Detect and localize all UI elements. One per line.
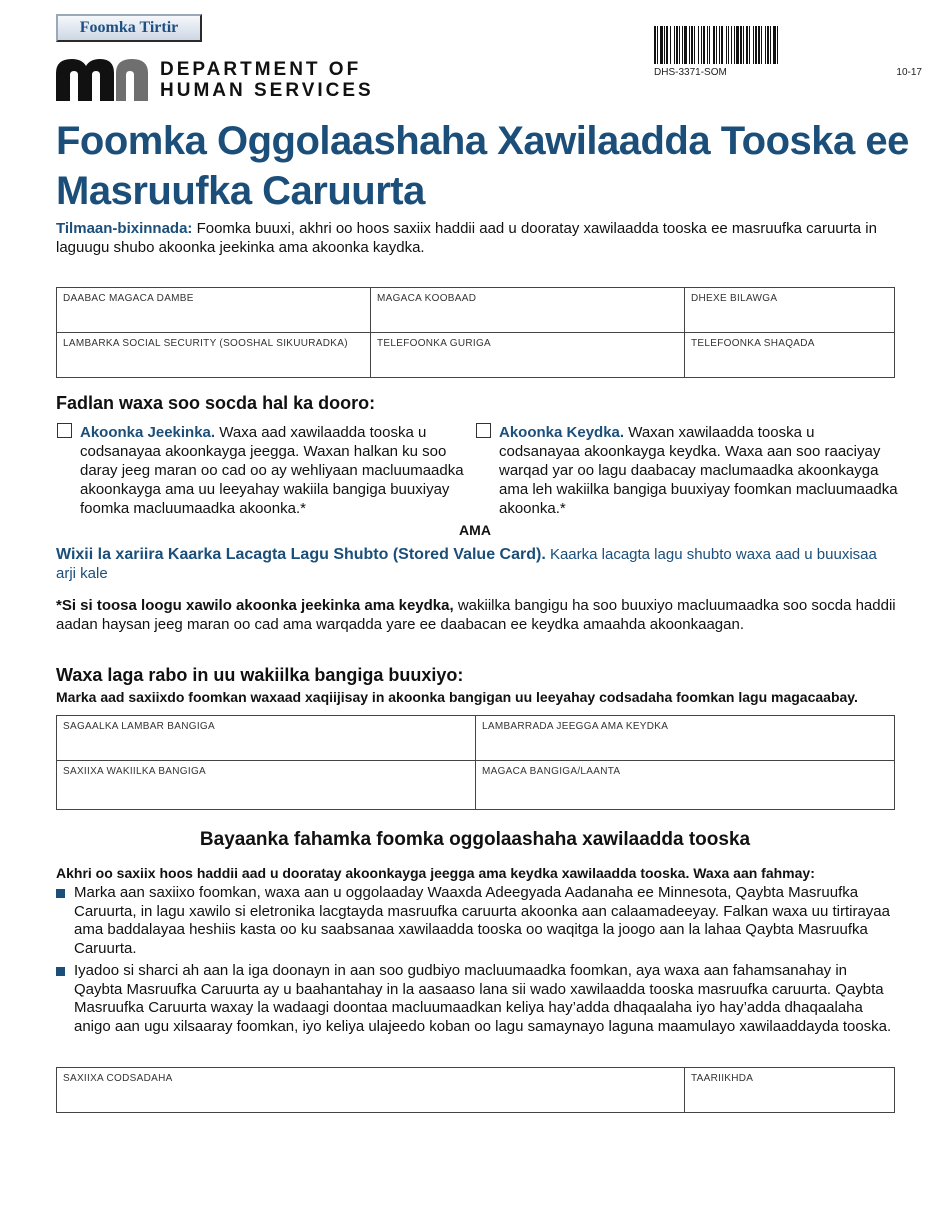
ssn-field[interactable] (57, 333, 371, 378)
middle-initial-field[interactable] (685, 288, 895, 333)
checking-checkbox[interactable] (57, 423, 72, 438)
bank-note-text: wakiilka bangigu ha soo buuxiyo macluumaadka soo socda haddii aadan haysan jeeg maran oo cad ama warqadda yare ee daabacan ee keydka amaahda akoonkaagan. (56, 597, 896, 633)
bank-info-table (56, 715, 895, 810)
bank-section-heading: Waxa laga rabo in uu wakiilka bangiga buuxiyo: (56, 665, 464, 685)
form-date: 10-17 (896, 67, 922, 78)
barcode (654, 26, 922, 64)
routing-number-field[interactable] (57, 716, 476, 761)
bank-name-field[interactable] (476, 761, 895, 810)
savings-text: Waxan xawilaadda tooska u codsanayaa akoonkayga keydka. Waxa aan soo raaciyay warqad yar oo lagu daabacay maclumaadka akoonkayga ama leh wakiilka bangiga buuxiyay foomkan macluumaadka akoonka.* (499, 424, 898, 517)
stored-value-text: Kaarka lacagta lagu shubto waxa aad u buuxisaa arji kale (56, 546, 877, 582)
personal-info-table (56, 287, 895, 378)
applicant-signature-label: SAXIIXA CODSADAHA (63, 1073, 173, 1084)
logo-line-2: HUMAN SERVICES (160, 80, 374, 101)
dhs-logo (56, 59, 396, 103)
bank-name-label: MAGACA BANGIGA/LAANTA (482, 766, 621, 777)
applicant-signature-field[interactable] (57, 1068, 685, 1113)
barcode-bar (778, 26, 780, 64)
bullet-square-icon (56, 967, 65, 976)
checking-title: Akoonka Jeekinka. (80, 424, 216, 441)
bank-note-bold: *Si si toosa loogu xawilo akoonka jeekinka ama keydka, (56, 597, 454, 614)
or-label: AMA (459, 522, 491, 538)
page-title: Foomka Oggolaashaha Xawilaadda Tooska ee Masruufka Caruurta (56, 119, 909, 213)
savings-checkbox[interactable] (476, 423, 491, 438)
date-field[interactable] (685, 1068, 895, 1113)
choice-heading: Fadlan waxa soo socda hal ka dooro: (56, 393, 376, 413)
date-label: TAARIIKHDA (691, 1073, 754, 1084)
statement-heading: Bayaanka fahamka foomka oggolaashaha xawilaadda tooska (199, 829, 751, 850)
logo-line-1: DEPARTMENT OF (160, 59, 362, 80)
instructions-text: Foomka buuxi, akhri oo hoos saxiix haddii aad u dooratay xawilaadda tooska ee masruufka caruurta in laguugu shubo akoonka jeekinka ama akoonka kaydka. (56, 220, 877, 256)
account-number-field[interactable] (476, 716, 895, 761)
bank-section-subheading: Marka aad saxiixdo foomkan waxaad xaqiijisay in akoonka bangigan uu leeyahay codsadaha foomkan lagu magacaabay. (56, 689, 858, 705)
last-name-field[interactable] (57, 288, 371, 333)
first-name-field[interactable] (371, 288, 685, 333)
bank-rep-signature-label: SAXIIXA WAKIILKA BANGIGA (63, 766, 206, 777)
bank-rep-signature-field[interactable] (57, 761, 476, 810)
routing-number-label: SAGAALKA LAMBAR BANGIGA (63, 721, 215, 732)
barcode-block (654, 26, 922, 78)
statement-bullets (56, 884, 896, 1040)
home-phone-field[interactable] (371, 333, 685, 378)
work-phone-field[interactable] (685, 333, 895, 378)
last-name-label: DAABAC MAGACA DAMBE (63, 293, 194, 304)
ssn-label: LAMBARKA SOCIAL SECURITY (SOOSHAL SIKUURADKA) (63, 338, 348, 349)
signature-table (56, 1067, 895, 1113)
bullet-square-icon (56, 889, 65, 898)
bullet-text: Marka aan saxiixo foomkan, waxa aan u oggolaaday Waaxda Adeegyada Aadanaha ee Minnesota, Qaybta Masruufka Caruurta, in lagu xawilo si eletronika lacgtayda masruufka caruurta akoonka aan calaamadeeyay. Falkan waxa uu tirtirayaa ama baddalayaa heshiis kasta oo ku saabsanaa xawilaadda tooska oo waqitga la joogo aan la lahaa Qaybta Masruufka Caruurta. (74, 884, 890, 957)
mn-logo-icon (56, 59, 152, 101)
clear-form-button[interactable]: Foomka Tirtir (56, 14, 202, 42)
form-id: DHS-3371-SOM (654, 67, 727, 78)
statement-lead: Akhri oo saxiix hoos haddii aad u dooratay akoonkayga jeegga ama keydka xawilaadda tooska. Waxa aan fahmay: (56, 865, 815, 881)
middle-initial-label: DHEXE BILAWGA (691, 293, 778, 304)
instructions-label: Tilmaan-bixinnada: (56, 220, 193, 237)
stored-value-card-info (56, 545, 898, 583)
home-phone-label: TELEFOONKA GURIGA (377, 338, 492, 349)
savings-option (499, 423, 899, 518)
checking-option (80, 423, 475, 518)
instructions (56, 219, 896, 257)
stored-value-title: Wixii la xariira Kaarka Lacagta Lagu Shubto (Stored Value Card). (56, 546, 546, 563)
checking-text: Waxa aad xawilaadda tooska u codsanayaa akoonkayga jeegga. Waxan halkan ku soo daray jeeg maran oo cad oo ay wehliyaan macluumaadka akoonkayga ama uu leeyahay wakiila bangiga buuxiyay foomka macluumaadka akoonka.* (80, 424, 464, 517)
work-phone-label: TELEFOONKA SHAQADA (691, 338, 815, 349)
list-item (56, 884, 896, 958)
first-name-label: MAGACA KOOBAAD (377, 293, 477, 304)
list-item (56, 962, 896, 1036)
savings-title: Akoonka Keydka. (499, 424, 625, 441)
bank-note (56, 596, 898, 634)
account-number-label: LAMBARRADA JEEGGA AMA KEYDKA (482, 721, 669, 732)
bullet-text: Iyadoo si sharci ah aan la iga doonayn in aan soo gudbiyo macluumaadka foomkan, aya waxa aan fahamsanahay in Qaybta Masruufka Caruurta ay u baahantahay in la aasaaso lana sii wado xawilaadda tooska masruufka caruurta. Qaybta Masruufka Caruurta waxay la wadaagi doontaa macluumaadkan keliya hay’adda dhaqaalaha iyo hay’adda dhaqaalaha anigo aan ugu xilsaaray foomkan, iyo keliya ulajeedo koban oo lagu samaynayo laguna maamulayo xawilaaddayda tooska. (74, 962, 892, 1035)
